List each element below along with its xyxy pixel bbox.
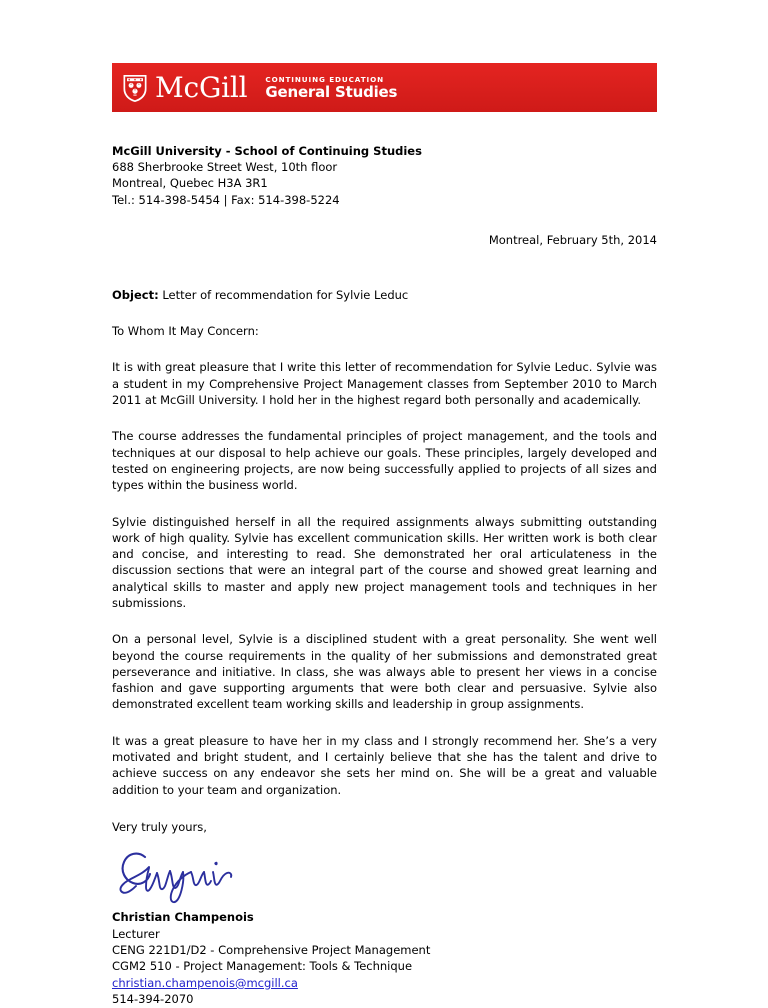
signer-name: Christian Champenois (112, 910, 254, 925)
object-text: Letter of recommendation for Sylvie Leduc (162, 288, 409, 303)
signer-email-link[interactable]: christian.champenois@mcgill.ca (112, 975, 298, 990)
sender-address-block (112, 143, 657, 208)
faculty-lockup (265, 74, 397, 101)
signer-course-1: CENG 221D1/D2 - Comprehensive Project Management (112, 942, 431, 957)
body-paragraph: It is with great pleasure that I write this letter of recommendation for Sylvie Leduc. Sylvie was a student in my Comprehensive Project Management classes from September 2010 to March 2011 at McGill University. I hold her in the highest regard both personally and academically. (112, 360, 657, 408)
object-line (112, 287, 657, 303)
sender-street: 688 Sherbrooke Street West, 10th floor (112, 160, 338, 175)
object-label: Object: (112, 288, 159, 303)
mcgill-shield-crest-icon (122, 73, 148, 103)
lockup-general-studies: General Studies (265, 83, 398, 101)
mcgill-header-banner (112, 63, 657, 112)
handwritten-signature (112, 845, 242, 907)
signer-course-2: CGM2 510 - Project Management: Tools & Technique (112, 959, 413, 974)
body-paragraph: It was a great pleasure to have her in my class and I strongly recommend her. She’s a very motivated and bright student, and I certainly believe that she has the talent and drive to achieve success on any endeavor she sets her mind on. She will be a great and valuable addition to your team and organization. (112, 733, 657, 797)
closing-line: Very truly yours, (112, 819, 207, 834)
signer-phone: 514-394-2070 (112, 992, 194, 1007)
body-paragraph: The course addresses the fundamental principles of project management, and the tools and techniques at our disposal to help achieve our goals. These principles, largely developed and tested on engineering projects, are now being successfully applied to projects of all sizes and types within the business world. (112, 429, 657, 493)
sender-institution: McGill University - School of Continuing Studies (112, 144, 422, 158)
salutation: To Whom It May Concern: (112, 324, 259, 339)
date-line: Montreal, February 5th, 2014 (488, 232, 657, 247)
sender-city: Montreal, Quebec H3A 3R1 (112, 176, 268, 191)
body-paragraph: Sylvie distinguished herself in all the required assignments always submitting outstanding work of high quality. Sylvie has excellent communication skills. Her written work is both clear and concise, and interesting to read. She demonstrated her oral articulateness in the discussion sections that were an integral part of the course and showed great learning and analytical skills to master and apply new project management tools and techniques in her submissions. (112, 514, 657, 610)
body-paragraph: On a personal level, Sylvie is a disciplined student with a great personality. She went well beyond the course requirements in the quality of her submissions and demonstrated great perseverance and initiative. In class, she was always able to present her views in a concise fashion and gave supporting arguments that were both clear and persuasive. Sylvie also demonstrated excellent team working skills and leadership in group assignments. (112, 632, 657, 712)
signer-title: Lecturer (112, 926, 160, 941)
signoff-block (112, 909, 657, 1007)
letter-content (112, 0, 657, 1008)
mcgill-wordmark: McGill (155, 70, 248, 104)
lockup-continuing-education: CONTINUING EDUCATION (265, 75, 385, 84)
sender-contact: Tel.: 514-398-5454 | Fax: 514-398-5224 (112, 192, 340, 207)
